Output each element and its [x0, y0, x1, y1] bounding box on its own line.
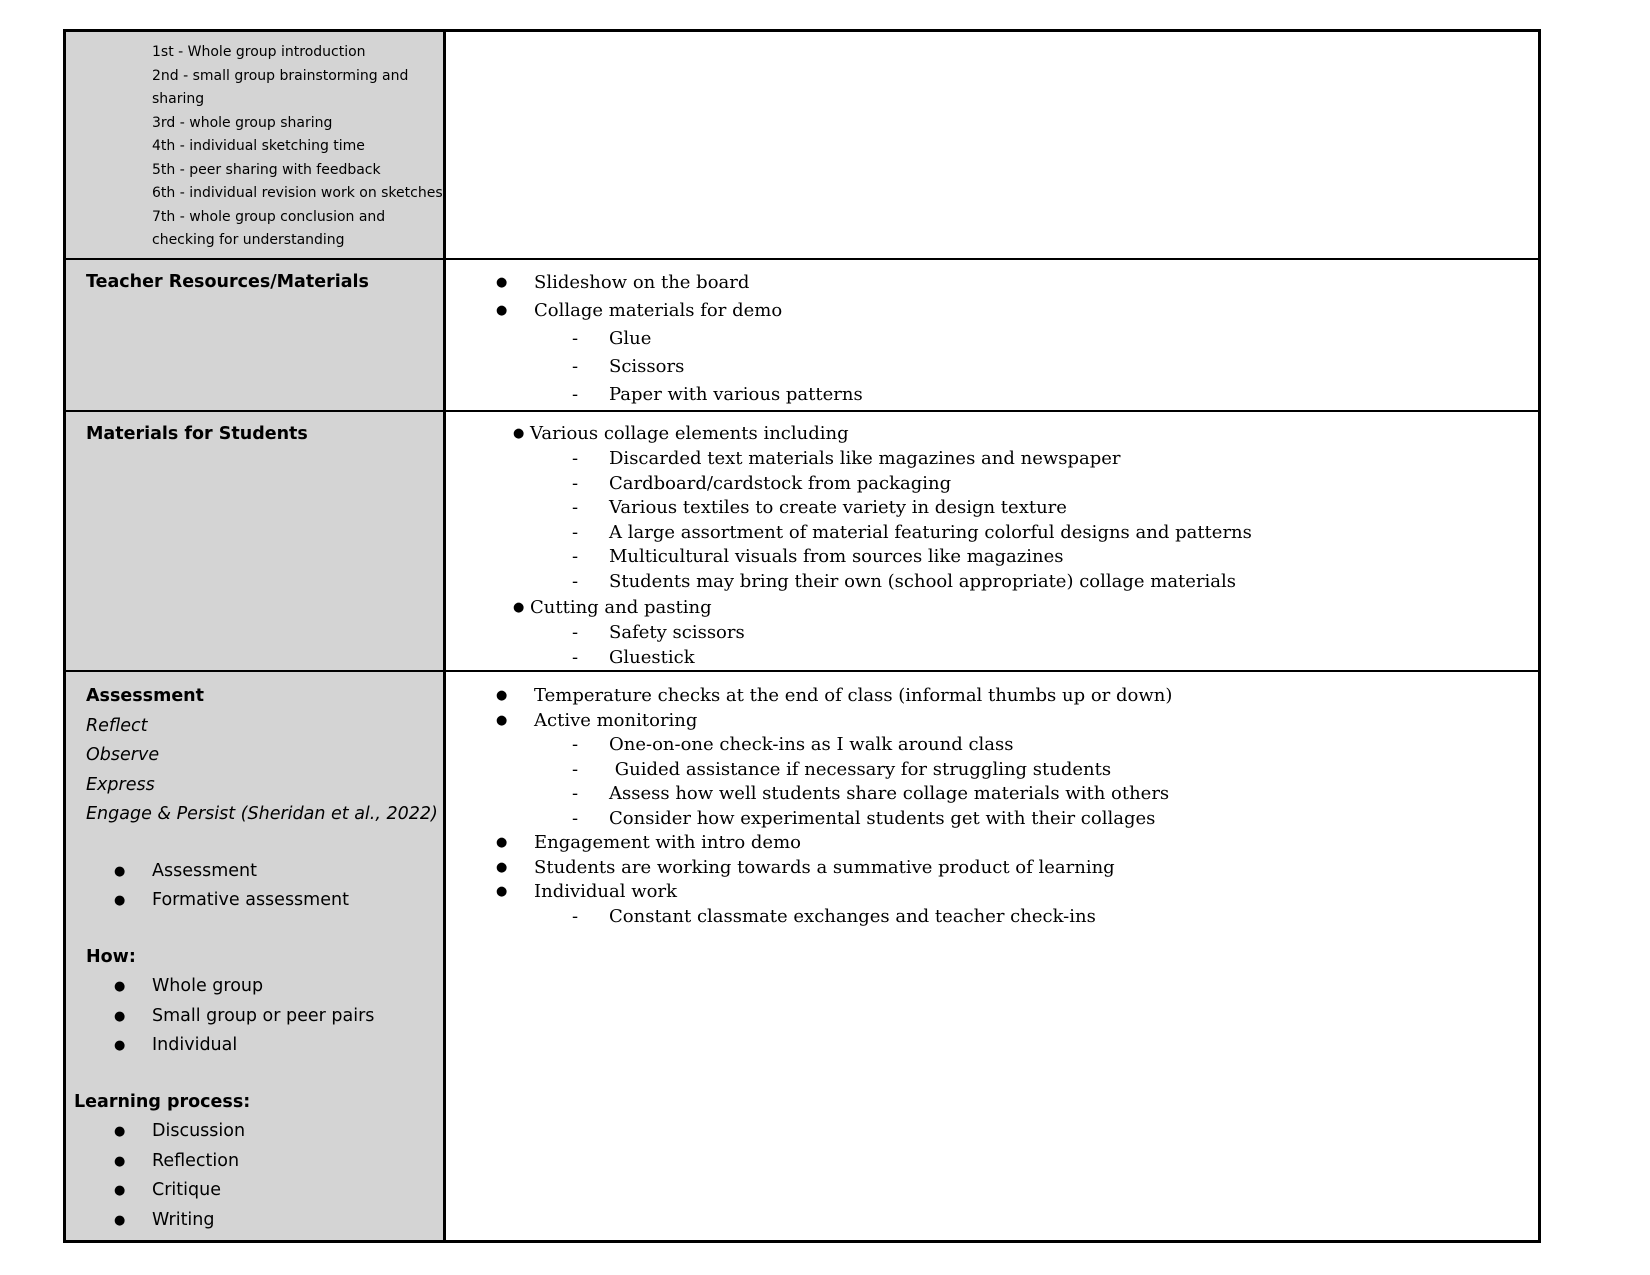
- list-subitem: - Scissors: [446, 353, 1538, 381]
- assessment-type-item: ● Assessment: [66, 857, 443, 887]
- list-subitem: - Gluestick: [446, 646, 1538, 671]
- list-item: ● Cutting and pasting: [446, 594, 1538, 621]
- assessment-row: [66, 670, 1538, 1240]
- list-subitem: - Guided assistance if necessary for struggling students: [446, 758, 1538, 783]
- list-subitem: - Assess how well students share collage materials with others: [446, 782, 1538, 807]
- assessment-italic-line: Reflect: [86, 715, 148, 736]
- list-item: ● Slideshow on the board: [446, 269, 1538, 297]
- list-subitem: - A large assortment of material featuring colorful designs and patterns: [446, 521, 1538, 546]
- list-subitem: - Multicultural visuals from sources like magazines: [446, 545, 1538, 570]
- list-item: ● Individual work: [446, 880, 1538, 905]
- agenda-line: checking for understanding: [152, 232, 345, 248]
- agenda-line: 7th - whole group conclusion and: [152, 208, 386, 225]
- student-materials-row: [66, 410, 1538, 670]
- list-subitem: - Consider how experimental students get with their collages: [446, 807, 1538, 832]
- agenda-line: 1st - Whole group introduction: [152, 44, 366, 60]
- assessment-italic-line: Express: [86, 774, 155, 795]
- student-materials-content: [446, 412, 1538, 670]
- agenda-empty-cell: [446, 32, 1538, 258]
- student-materials-label: Materials for Students: [86, 424, 308, 444]
- list-item: ● Temperature checks at the end of class (informal thumbs up or down): [446, 684, 1538, 709]
- list-subitem: - Safety scissors: [446, 621, 1538, 646]
- lesson-plan-table: [63, 29, 1541, 1243]
- agenda-list: [66, 32, 443, 253]
- list-item: ● Various collage elements including: [446, 420, 1538, 447]
- list-item: ● Active monitoring: [446, 709, 1538, 734]
- assessment-content: [446, 672, 1538, 1240]
- teacher-resources-label: Teacher Resources/Materials: [86, 272, 369, 292]
- assessment-label-cell: [66, 672, 446, 1240]
- assessment-type-item: ● Formative assessment: [66, 886, 443, 916]
- list-subitem: - Cardboard/cardstock from packaging: [446, 472, 1538, 497]
- agenda-line: sharing: [152, 91, 205, 107]
- list-subitem: - Glue: [446, 325, 1538, 353]
- how-item: ● Individual: [66, 1031, 443, 1061]
- list-item: ● Collage materials for demo: [446, 297, 1538, 325]
- teacher-resources-label-cell: [66, 260, 446, 410]
- assessment-label: Assessment: [86, 686, 205, 706]
- teacher-resources-content: [446, 260, 1538, 410]
- assessment-italic-line: Observe: [86, 745, 160, 765]
- agenda-line: 3rd - whole group sharing: [152, 114, 333, 131]
- agenda-row: [66, 32, 1538, 258]
- agenda-line: 2nd - small group brainstorming and: [152, 67, 409, 84]
- learning-process-label: Learning process:: [74, 1091, 251, 1112]
- agenda-cell: [66, 32, 446, 258]
- student-materials-label-cell: [66, 412, 446, 670]
- how-label: How:: [86, 946, 136, 967]
- process-item: ● Discussion: [66, 1117, 443, 1147]
- list-subitem: - Constant classmate exchanges and teacher check-ins: [446, 905, 1538, 930]
- teacher-resources-row: [66, 258, 1538, 410]
- assessment-italic-line: Engage & Persist (Sheridan et al., 2022): [86, 804, 438, 824]
- list-subitem: - One-on-one check-ins as I walk around class: [446, 733, 1538, 758]
- process-item: ● Writing: [66, 1206, 443, 1236]
- list-item: ● Students are working towards a summative product of learning: [446, 856, 1538, 881]
- list-subitem: - Discarded text materials like magazines and newspaper: [446, 447, 1538, 472]
- process-item: ● Critique: [66, 1176, 443, 1206]
- list-subitem: - Students may bring their own (school appropriate) collage materials: [446, 570, 1538, 595]
- list-subitem: - Paper with various patterns: [446, 381, 1538, 409]
- how-item: ● Small group or peer pairs: [66, 1002, 443, 1032]
- agenda-line: 5th - peer sharing with feedback: [152, 161, 381, 178]
- agenda-line: 4th - individual sketching time: [152, 138, 365, 154]
- list-item: ● Engagement with intro demo: [446, 831, 1538, 856]
- how-item: ● Whole group: [66, 972, 443, 1002]
- process-item: ● Reflection: [66, 1147, 443, 1177]
- agenda-line: 6th - individual revision work on sketches: [152, 185, 443, 201]
- list-subitem: - Various textiles to create variety in design texture: [446, 496, 1538, 521]
